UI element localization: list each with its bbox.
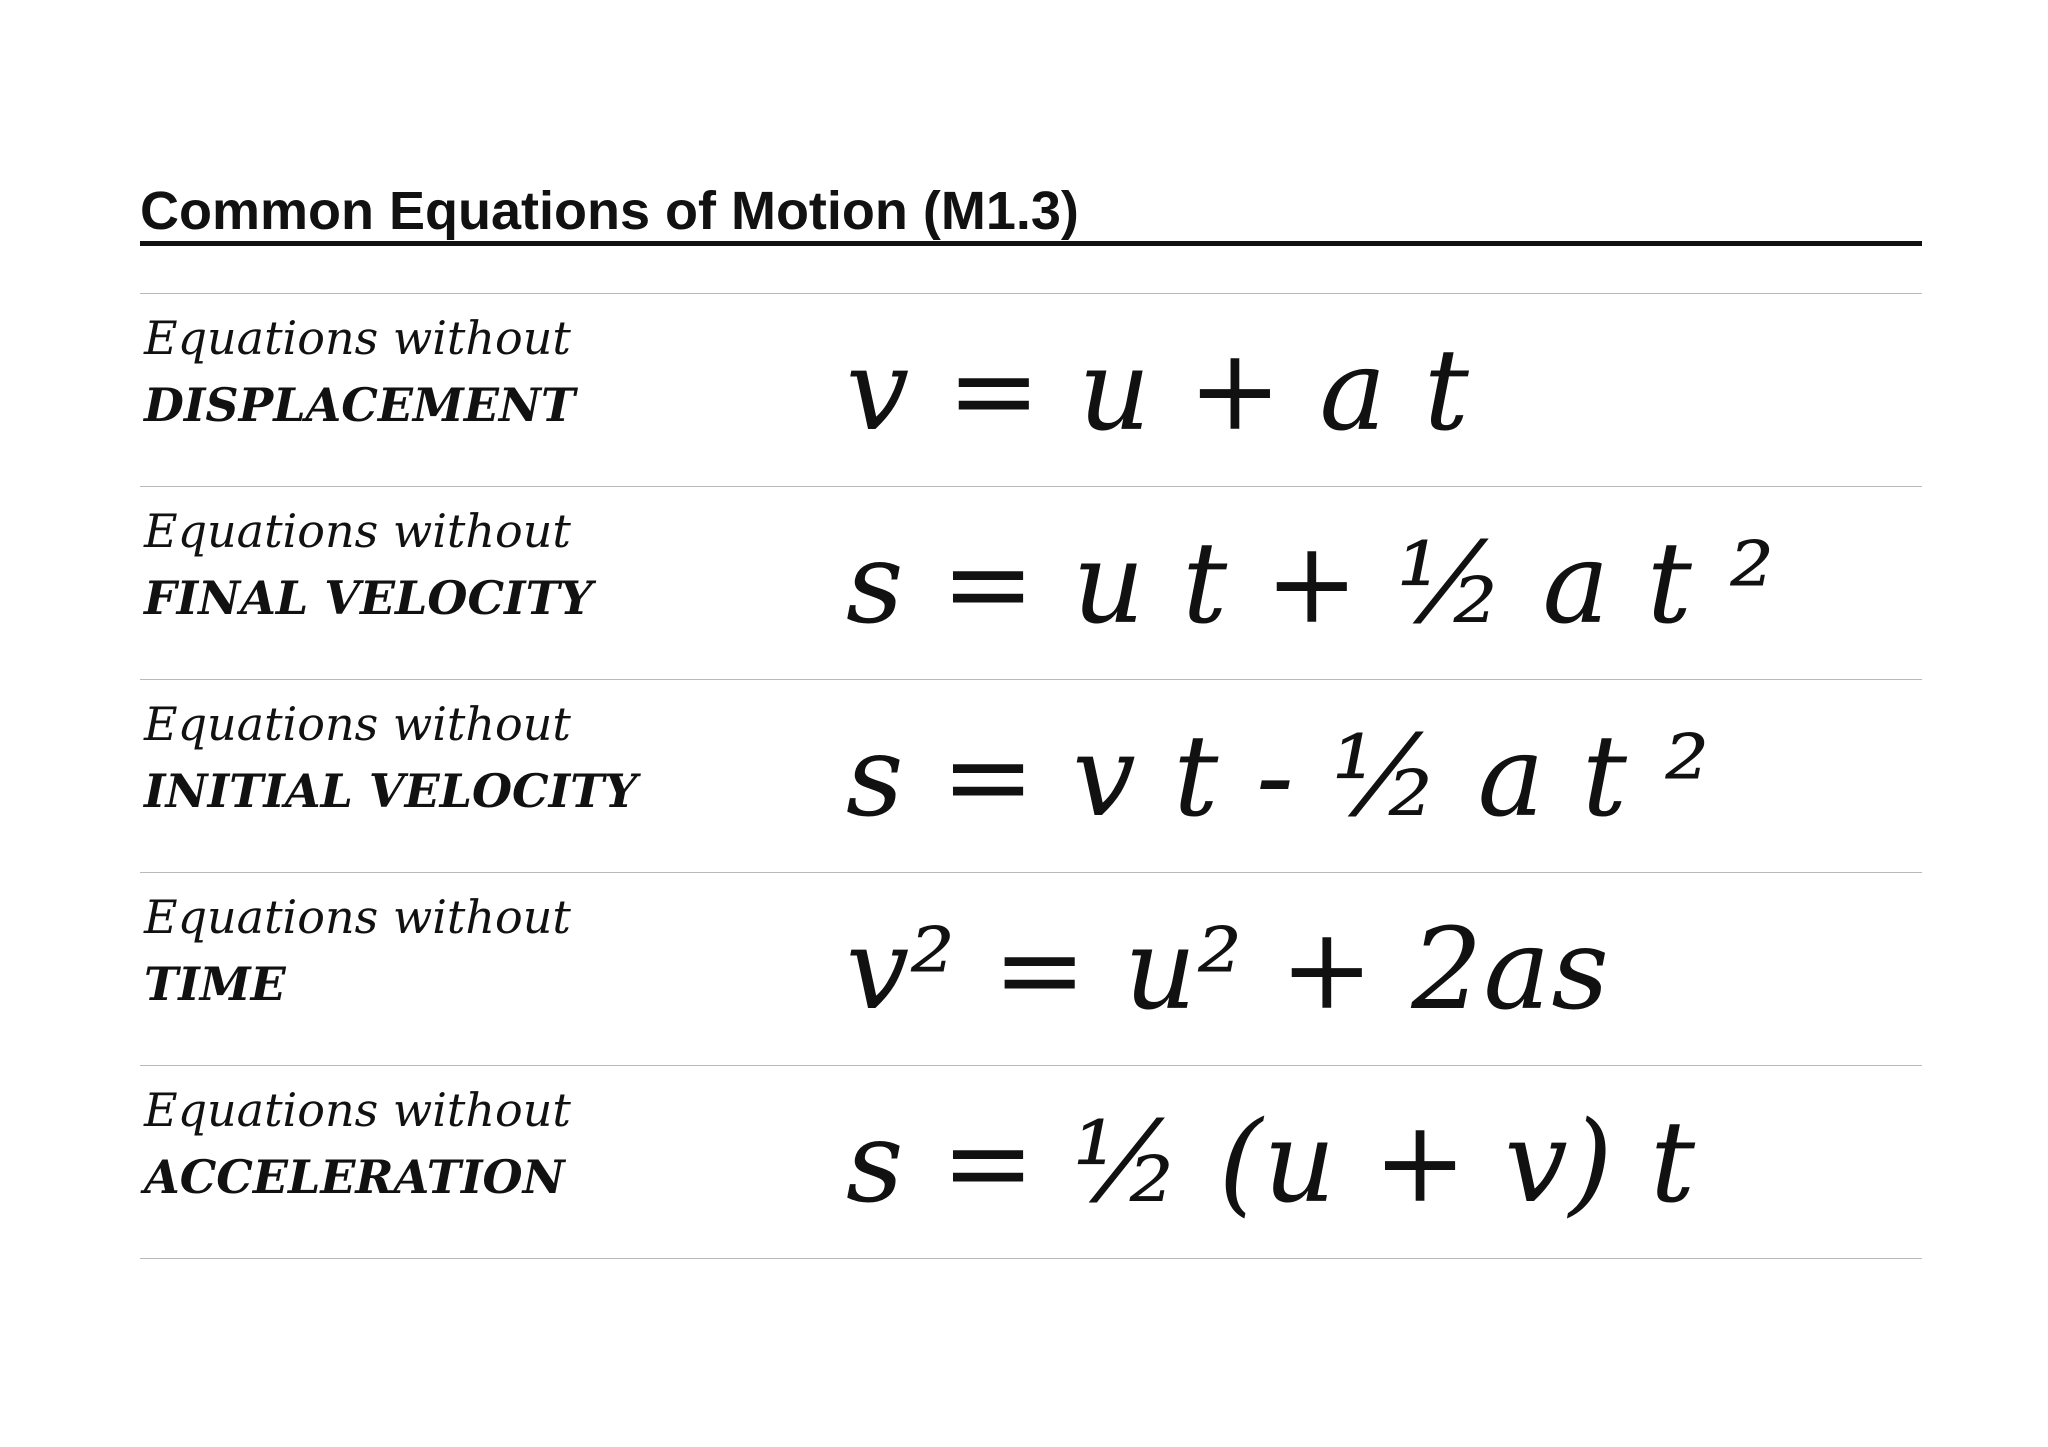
equation-text: s = ½ (u + v) t <box>846 1097 1697 1228</box>
label-prefix: Equations without <box>144 311 571 365</box>
equations-table <box>140 293 1922 1259</box>
row-label <box>144 891 804 1011</box>
label-prefix: Equations without <box>144 890 571 944</box>
label-prefix: Equations without <box>144 697 571 751</box>
title-block <box>140 168 1922 246</box>
row-label <box>144 1084 804 1204</box>
label-missing-quantity: FINAL VELOCITY <box>144 570 593 625</box>
label-missing-quantity: ACCELERATION <box>144 1149 565 1204</box>
label-missing-quantity: INITIAL VELOCITY <box>144 763 638 818</box>
label-prefix: Equations without <box>144 1083 571 1137</box>
label-missing-quantity: TIME <box>144 956 286 1011</box>
equation-text: s = v t - ½ a t ² <box>846 711 1711 842</box>
equation-text: v² = u² + 2as <box>846 904 1610 1035</box>
equation-text: s = u t + ½ a t ² <box>846 518 1776 649</box>
equation-row-initial-velocity <box>140 680 1922 873</box>
equation-row-acceleration <box>140 1066 1922 1259</box>
row-label <box>144 505 804 625</box>
row-label <box>144 698 804 818</box>
equation-text: v = u + a t <box>846 325 1470 456</box>
equation-row-displacement <box>140 294 1922 487</box>
page-title: Common Equations of Motion (M1.3) <box>140 181 1079 241</box>
row-label <box>144 312 804 432</box>
label-prefix: Equations without <box>144 504 571 558</box>
equation-row-final-velocity <box>140 487 1922 680</box>
label-missing-quantity: DISPLACEMENT <box>144 377 576 432</box>
title-underline <box>140 241 1922 246</box>
equation-row-time <box>140 873 1922 1066</box>
